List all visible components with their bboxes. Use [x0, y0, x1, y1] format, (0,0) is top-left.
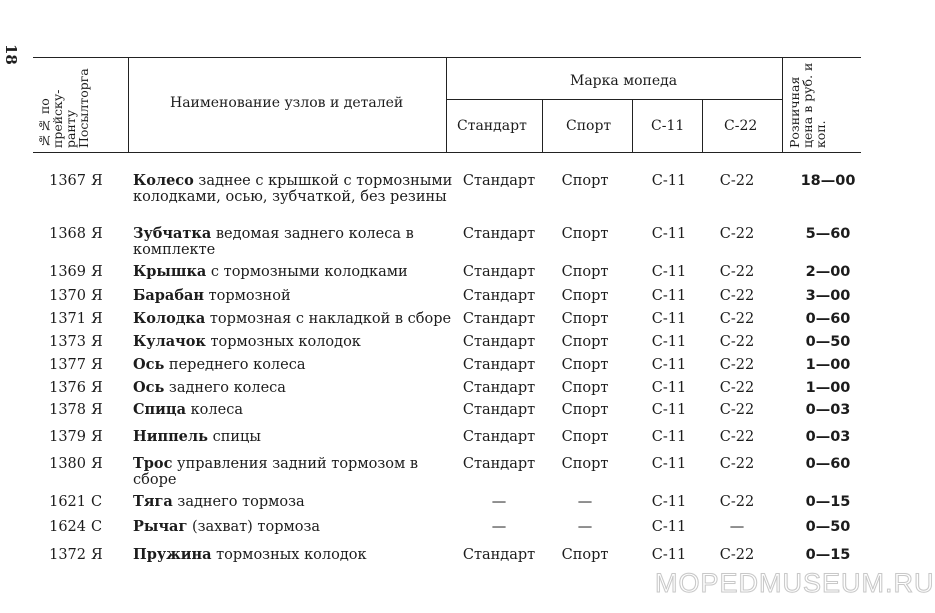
row-part-name — [133, 402, 453, 418]
row-standard: Стандарт — [462, 456, 536, 472]
row-sport: Спорт — [561, 429, 609, 445]
row-number: 1380 — [49, 456, 86, 472]
row-part-name-rest: спицы — [207, 429, 261, 445]
row-standard: Стандарт — [462, 402, 536, 418]
row-source: Я — [91, 173, 103, 189]
row-c22: С-22 — [719, 288, 755, 304]
row-part-name — [133, 547, 453, 563]
page-number: 18 — [2, 44, 20, 65]
row-sport: Спорт — [561, 547, 609, 563]
row-c11: С-11 — [651, 547, 687, 563]
header-brand-rule — [446, 99, 782, 100]
row-c11: С-11 — [651, 226, 687, 242]
row-part-name-bold: Пружина — [133, 546, 212, 563]
header-brand-c11: С-11 — [651, 118, 685, 134]
row-part-name-rest: тормозная с накладкой в сборе — [205, 311, 452, 327]
row-c22: С-22 — [719, 380, 755, 396]
row-number: 1624 — [49, 519, 86, 535]
row-price: 1—00 — [805, 380, 851, 396]
row-c22: С-22 — [719, 429, 755, 445]
row-c11: С-11 — [651, 380, 687, 396]
row-price: 0—15 — [805, 494, 851, 510]
row-source: Я — [91, 380, 103, 396]
row-source: С — [91, 494, 103, 510]
header-col-price: Розничная цена в руб. и коп. — [787, 62, 828, 148]
row-c22: С-22 — [719, 334, 755, 350]
row-c22: С-22 — [719, 226, 755, 242]
row-number: 1367 — [49, 173, 86, 189]
header-divider — [632, 99, 633, 153]
row-standard: Стандарт — [462, 334, 536, 350]
row-sport: Спорт — [561, 226, 609, 242]
header-divider — [702, 99, 703, 153]
row-part-name-bold: Кулачок — [133, 333, 206, 350]
row-part-name-rest: тормозных колодок — [205, 334, 361, 350]
header-divider — [782, 57, 783, 153]
watermark: MOPEDMUSEUM.RU — [655, 568, 935, 598]
row-price: 0—03 — [805, 429, 851, 445]
row-part-name — [133, 456, 453, 488]
row-part-name-bold: Ниппель — [133, 428, 208, 445]
row-sport: — — [577, 494, 593, 510]
row-standard: Стандарт — [462, 357, 536, 373]
header-col-number: №№ по прейску-ранту Посылторга — [37, 68, 91, 148]
row-number: 1372 — [49, 547, 86, 563]
row-source: Я — [91, 402, 103, 418]
row-part-name-rest: заднее с крышкой с тормозными колодками, осью, зубчаткой, без резины — [133, 173, 453, 205]
row-part-name-rest: колеса — [186, 402, 243, 418]
row-part-name-rest: заднего тормоза — [172, 494, 305, 510]
row-sport: Спорт — [561, 380, 609, 396]
row-source: Я — [91, 547, 103, 563]
row-price: 0—60 — [805, 456, 851, 472]
row-part-name-bold: Спица — [133, 401, 187, 418]
row-part-name-bold: Ось — [133, 356, 165, 373]
header-brand-sport: Спорт — [566, 118, 612, 134]
row-part-name — [133, 311, 453, 327]
row-c11: С-11 — [651, 264, 687, 280]
row-part-name — [133, 429, 453, 445]
row-number: 1621 — [49, 494, 86, 510]
row-c11: С-11 — [651, 494, 687, 510]
row-c11: С-11 — [651, 357, 687, 373]
row-part-name-bold: Ось — [133, 379, 165, 396]
row-part-name-rest: (захват) тормоза — [187, 519, 321, 535]
row-price: 1—00 — [805, 357, 851, 373]
row-part-name-rest: заднего колеса — [164, 380, 286, 396]
row-part-name — [133, 288, 453, 304]
row-price: 0—60 — [805, 311, 851, 327]
row-part-name — [133, 264, 453, 280]
row-part-name-rest: управления задний тормозом в сборе — [133, 456, 419, 488]
row-c22: С-22 — [719, 357, 755, 373]
row-part-name-bold: Барабан — [133, 287, 204, 304]
row-part-name-rest: ведомая заднего колеса в комплекте — [133, 226, 414, 258]
row-part-name-bold: Крышка — [133, 263, 207, 280]
row-c22: — — [729, 519, 745, 535]
header-divider — [446, 57, 447, 153]
row-c11: С-11 — [651, 173, 687, 189]
row-price: 0—50 — [805, 519, 851, 535]
row-part-name — [133, 357, 453, 373]
row-c22: С-22 — [719, 547, 755, 563]
row-part-name-bold: Зубчатка — [133, 225, 212, 242]
header-bottom-rule — [33, 152, 861, 153]
row-c11: С-11 — [651, 429, 687, 445]
row-part-name — [133, 380, 453, 396]
row-c11: С-11 — [651, 334, 687, 350]
row-source: Я — [91, 429, 103, 445]
row-standard: — — [491, 494, 507, 510]
row-part-name-bold: Колодка — [133, 310, 206, 327]
row-standard: Стандарт — [462, 380, 536, 396]
row-number: 1373 — [49, 334, 86, 350]
row-number: 1378 — [49, 402, 86, 418]
row-price: 0—03 — [805, 402, 851, 418]
row-sport: Спорт — [561, 264, 609, 280]
row-sport: Спорт — [561, 456, 609, 472]
row-part-name-rest: с тормозными колодками — [206, 264, 408, 280]
row-part-name-rest: переднего колеса — [164, 357, 306, 373]
row-part-name — [133, 226, 453, 258]
row-number: 1369 — [49, 264, 86, 280]
row-standard: — — [491, 519, 507, 535]
row-standard: Стандарт — [462, 264, 536, 280]
row-part-name-bold: Трос — [133, 455, 173, 472]
row-c22: С-22 — [719, 311, 755, 327]
row-source: Я — [91, 311, 103, 327]
row-price: 5—60 — [805, 226, 851, 242]
row-number: 1379 — [49, 429, 86, 445]
row-c22: С-22 — [719, 402, 755, 418]
header-brand-group: Марка мопеда — [570, 73, 678, 89]
row-standard: Стандарт — [462, 429, 536, 445]
row-part-name — [133, 494, 453, 510]
row-standard: Стандарт — [462, 311, 536, 327]
row-c11: С-11 — [651, 456, 687, 472]
row-source: Я — [91, 456, 103, 472]
row-c22: С-22 — [719, 494, 755, 510]
row-number: 1377 — [49, 357, 86, 373]
row-c11: С-11 — [651, 288, 687, 304]
row-part-name — [133, 519, 453, 535]
row-part-name-bold: Колесо — [133, 172, 194, 189]
row-price: 0—15 — [805, 547, 851, 563]
header-brand-c22: С-22 — [724, 118, 758, 134]
header-brand-standard: Стандарт — [457, 118, 527, 134]
row-number: 1376 — [49, 380, 86, 396]
row-sport: Спорт — [561, 402, 609, 418]
row-c22: С-22 — [719, 264, 755, 280]
row-part-name-rest: тормозной — [204, 288, 291, 304]
row-sport: Спорт — [561, 311, 609, 327]
row-part-name — [133, 173, 453, 205]
row-c11: С-11 — [651, 402, 687, 418]
row-price: 18—00 — [800, 173, 856, 189]
row-sport: Спорт — [561, 288, 609, 304]
header-divider — [128, 57, 129, 153]
row-price: 3—00 — [805, 288, 851, 304]
row-part-name-rest: тормозных колодок — [211, 547, 367, 563]
row-part-name-bold: Тяга — [133, 493, 173, 510]
row-source: Я — [91, 264, 103, 280]
row-number: 1370 — [49, 288, 86, 304]
row-number: 1368 — [49, 226, 86, 242]
row-standard: Стандарт — [462, 173, 536, 189]
row-sport: Спорт — [561, 334, 609, 350]
row-number: 1371 — [49, 311, 86, 327]
header-top-rule — [33, 57, 861, 58]
row-sport: Спорт — [561, 357, 609, 373]
row-part-name — [133, 334, 453, 350]
row-source: С — [91, 519, 103, 535]
row-part-name-bold: Рычаг — [133, 518, 188, 535]
row-price: 2—00 — [805, 264, 851, 280]
row-c11: С-11 — [651, 519, 687, 535]
row-price: 0—50 — [805, 334, 851, 350]
row-sport: Спорт — [561, 173, 609, 189]
row-c22: С-22 — [719, 173, 755, 189]
header-divider — [542, 99, 543, 153]
row-standard: Стандарт — [462, 226, 536, 242]
row-standard: Стандарт — [462, 288, 536, 304]
row-source: Я — [91, 226, 103, 242]
row-source: Я — [91, 357, 103, 373]
row-c11: С-11 — [651, 311, 687, 327]
row-source: Я — [91, 288, 103, 304]
header-col-name: Наименование узлов и деталей — [170, 95, 404, 111]
row-standard: Стандарт — [462, 547, 536, 563]
row-c22: С-22 — [719, 456, 755, 472]
row-sport: — — [577, 519, 593, 535]
row-source: Я — [91, 334, 103, 350]
